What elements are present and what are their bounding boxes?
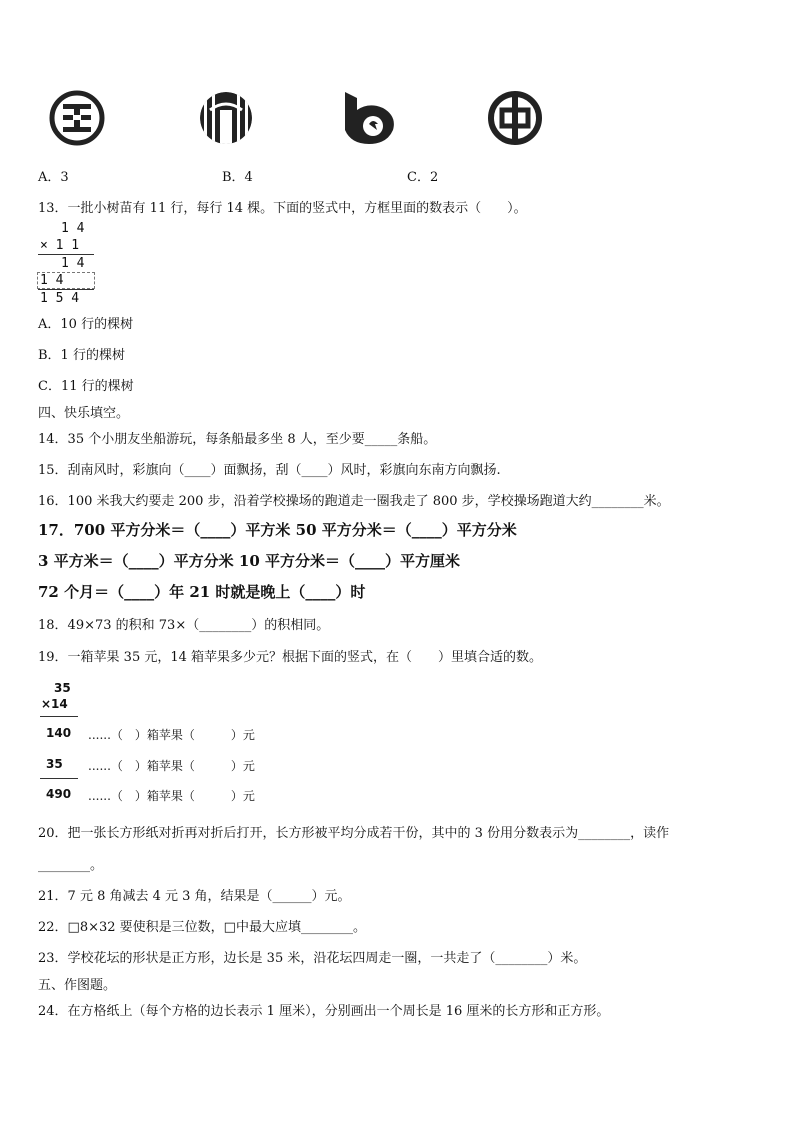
question-20-line-1: 20．把一张长方形纸对折再对折后打开，长方形被平均分成若干份，其中的 3 份用分数表示为________，读作	[38, 826, 670, 841]
option-b: B．4	[222, 170, 253, 185]
fill-blank-3: ......（ ）箱苹果（ ）元	[88, 789, 255, 803]
section-4-heading: 四、快乐填空。	[38, 406, 130, 421]
q13-option-a: A．10 行的棵树	[38, 317, 134, 332]
calc-row: × 1 1	[40, 238, 80, 253]
q13-option-b: B．1 行的棵树	[38, 348, 125, 363]
calc-row: 1 5 4	[40, 291, 80, 306]
question-17-line-1: 17．700 平方分米＝（____）平方米 50 平方分米＝（____）平方分米	[38, 521, 517, 539]
question-20-line-2: ________。	[38, 858, 104, 873]
fill-blank-2: ......（ ）箱苹果（ ）元	[88, 759, 255, 773]
calc-mult: ×14	[41, 697, 68, 711]
bank-logo-3-icon	[339, 88, 399, 148]
question-19: 19．一箱苹果 35 元，14 箱苹果多少元？根据下面的竖式，在（ ）里填合适的数。	[38, 650, 543, 665]
q13-option-c: C．11 行的棵树	[38, 379, 134, 394]
bank-logo-4-icon	[485, 88, 545, 148]
question-14: 14．35 个小朋友坐船游玩，每条船最多坐 8 人，至少要_____条船。	[38, 432, 437, 447]
bank-logo-2-icon	[196, 88, 256, 148]
question-23: 23．学校花坛的形状是正方形，边长是 35 米，沿花坛四周走一圈，一共走了（________）米。	[38, 951, 587, 966]
calc-row: 1 4	[61, 221, 85, 236]
question-17-line-3: 72 个月＝（____）年 21 时就是晚上（____）时	[38, 583, 366, 601]
calc-row: 1 4	[61, 256, 85, 271]
calc-row: 1 4	[40, 273, 64, 288]
question-21: 21．7 元 8 角减去 4 元 3 角，结果是（______）元。	[38, 889, 351, 904]
question-13: 13．一批小树苗有 11 行，每行 14 棵。下面的竖式中，方框里面的数表示（ ）。	[38, 201, 527, 216]
fill-blank-1: ......（ ）箱苹果（ ）元	[88, 728, 255, 742]
section-5-heading: 五、作图题。	[38, 978, 117, 993]
calc-row-1: 140	[46, 726, 72, 740]
question-18: 18．49×73 的积和 73×（________）的积相同。	[38, 618, 330, 633]
option-c: C．2	[407, 170, 439, 185]
question-22: 22．□8×32 要使积是三位数，□中最大应填________。	[38, 920, 366, 935]
question-16: 16．100 米我大约要走 200 步，沿着学校操场的跑道走一圈我走了 800 步，学校操场跑道大约________米。	[38, 494, 670, 509]
calc-row-3: 490	[46, 787, 72, 801]
calc-row-2: 35	[46, 757, 63, 771]
bank-logo-1-icon	[47, 88, 107, 148]
calc-top: 35	[54, 681, 71, 695]
question-24: 24．在方格纸上（每个方格的边长表示 1 厘米），分别画出一个周长是 16 厘米的长方形和正方形。	[38, 1004, 610, 1019]
option-a: A．3	[38, 170, 69, 185]
question-17-line-2: 3 平方米＝（____）平方分米 10 平方分米＝（____）平方厘米	[38, 552, 460, 570]
question-15: 15．刮南风时，彩旗向（____）面飘扬，刮（____）风时，彩旗向东南方向飘扬.	[38, 463, 501, 478]
